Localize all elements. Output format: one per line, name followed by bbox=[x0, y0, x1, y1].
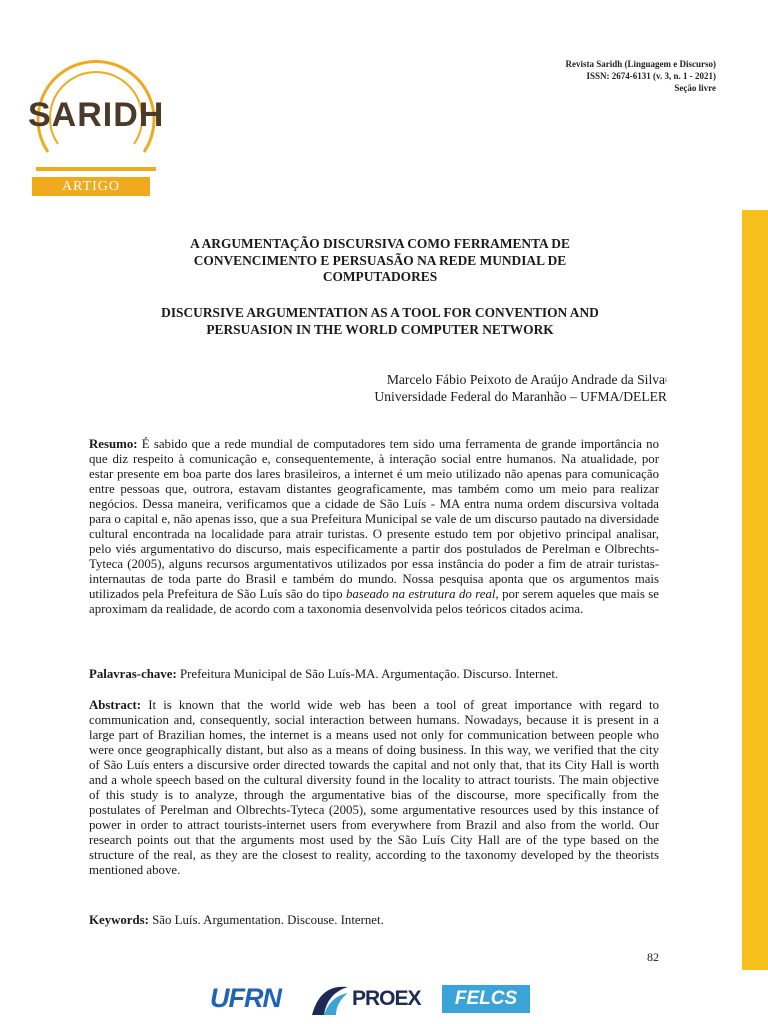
author-block bbox=[374, 372, 667, 405]
resumo-italic-text: baseado na estrutura do real bbox=[345, 587, 496, 601]
title-pt-line: COMPUTADORES bbox=[322, 269, 438, 284]
resumo-label: Resumo: bbox=[89, 437, 138, 451]
author-name: Marcelo Fábio Peixoto de Araújo Andrade da Silva bbox=[386, 372, 666, 387]
side-accent-bar bbox=[742, 210, 768, 970]
author-affiliation: Universidade Federal do Maranhão – UFMA/DELER bbox=[374, 388, 667, 404]
proex-mark-icon bbox=[310, 983, 350, 1017]
title-pt-line: CONVENCIMENTO E PERSUASÃO NA REDE MUNDIAL DE bbox=[193, 252, 567, 268]
journal-section: Seção livre bbox=[674, 83, 716, 93]
journal-name: Revista Saridh (Linguagem e Discurso) bbox=[565, 59, 716, 69]
keywords-label: Keywords: bbox=[89, 913, 149, 927]
logo-text: SARIDH bbox=[28, 96, 165, 134]
keywords-text: São Luís. Argumentation. Discouse. Internet. bbox=[148, 913, 384, 927]
palavras-chave-label: Palavras-chave: bbox=[89, 667, 177, 681]
footer-logos bbox=[210, 983, 520, 1023]
resumo-paragraph bbox=[89, 437, 659, 617]
felcs-logo: FELCS bbox=[442, 985, 530, 1013]
ufrn-logo: UFRN bbox=[210, 983, 281, 1013]
abstract-text: It is known that the world wide web has been a tool of great importance with regard to communication and, consequently, social interaction between humans. Nowadays, because it is present in a large part of Brazilian homes, the internet is a means used not only for communication between people who were once geographically distant, but also as a means of doing business. In this way, we verified that the city of São Luís enters a discursive order directed towards the capital and not only that, that its City Hall is worth and a whole speech based on the cultural diversity found in the locality to attract tourists. The main objective of this study is to analyze, through the argumentative bias of the discourse, more specifically from the postulates of Perelman and Olbrechts-Tyteca (2005), some argumentative resources used by this instance of power in order to attract tourists-internet users from everywhere from Brazil and also from the world. Our research points out that the arguments most used by the São Luís City Hall are of the type based on the structure of the real, as they are the closest to reality, according to the taxonomy developed by the theorists mentioned above. bbox=[89, 698, 659, 877]
title-en-line: DISCURSIVE ARGUMENTATION AS A TOOL FOR CONVENTION AND bbox=[161, 305, 599, 320]
palavras-chave-paragraph bbox=[89, 667, 659, 682]
resumo-text: É sabido que a rede mundial de computadores tem sido uma ferramenta de grande importância no que diz respeito à comunicação e, consequentemente, à interação social entre humanos. Na atualidade, por estar presente em boa parte dos lares brasileiros, a internet é um meio utilizado não apenas para comunicação entre pessoas que, outrora, estavam distantes geograficamente, mas também como um meio para realizar negócios. Dessa maneira, verificamos que a cidade de São Luís - MA entra numa ordem discursiva voltada para o capital e, não apenas isso, que a sua Prefeitura Municipal se vale de um discurso pautado na diversidade cultural encontrada na localidade para atrair turistas. O presente estudo tem por objetivo principal analisar, pelo viés argumentativo do discurso, mais especificamente a partir dos postulados de Perelman e Olbrechts-Tyteca (2005), alguns recursos argumentativos utilizados por essa instância do poder a fim de atrair turistas-internautas de toda parte do Brasil e também do mundo. Nossa pesquisa aponta que os argumentos mais utilizados pela Prefeitura de São Luís são do tipo bbox=[89, 437, 659, 601]
proex-logo: PROEX bbox=[352, 987, 421, 1010]
journal-info bbox=[566, 58, 717, 94]
saridh-logo bbox=[28, 52, 164, 180]
abstract-label: Abstract: bbox=[89, 698, 142, 712]
palavras-chave-text: Prefeitura Municipal de São Luís-MA. Argumentação. Discurso. Internet. bbox=[176, 667, 559, 681]
section-badge: ARTIGO bbox=[32, 177, 150, 196]
keywords-paragraph bbox=[89, 913, 659, 928]
title-pt-line: A ARGUMENTAÇÃO DISCURSIVA COMO FERRAMENTA DE bbox=[190, 236, 570, 251]
author-footnote-marker[interactable]: i bbox=[665, 376, 667, 384]
journal-issn: ISSN: 2674-6131 (v. 3, n. 1 - 2021) bbox=[586, 71, 716, 81]
title-portuguese bbox=[80, 236, 680, 286]
page-number: 82 bbox=[647, 950, 659, 964]
resumo-text-end: , por serem aqueles que mais se aproximam da realidade, de acordo com a taxonomia desenvolvida pelos teóricos citados acima. bbox=[89, 587, 660, 616]
title-en-line: PERSUASION IN THE WORLD COMPUTER NETWORK bbox=[206, 321, 554, 337]
abstract-paragraph bbox=[89, 698, 659, 878]
title-english bbox=[80, 305, 680, 338]
